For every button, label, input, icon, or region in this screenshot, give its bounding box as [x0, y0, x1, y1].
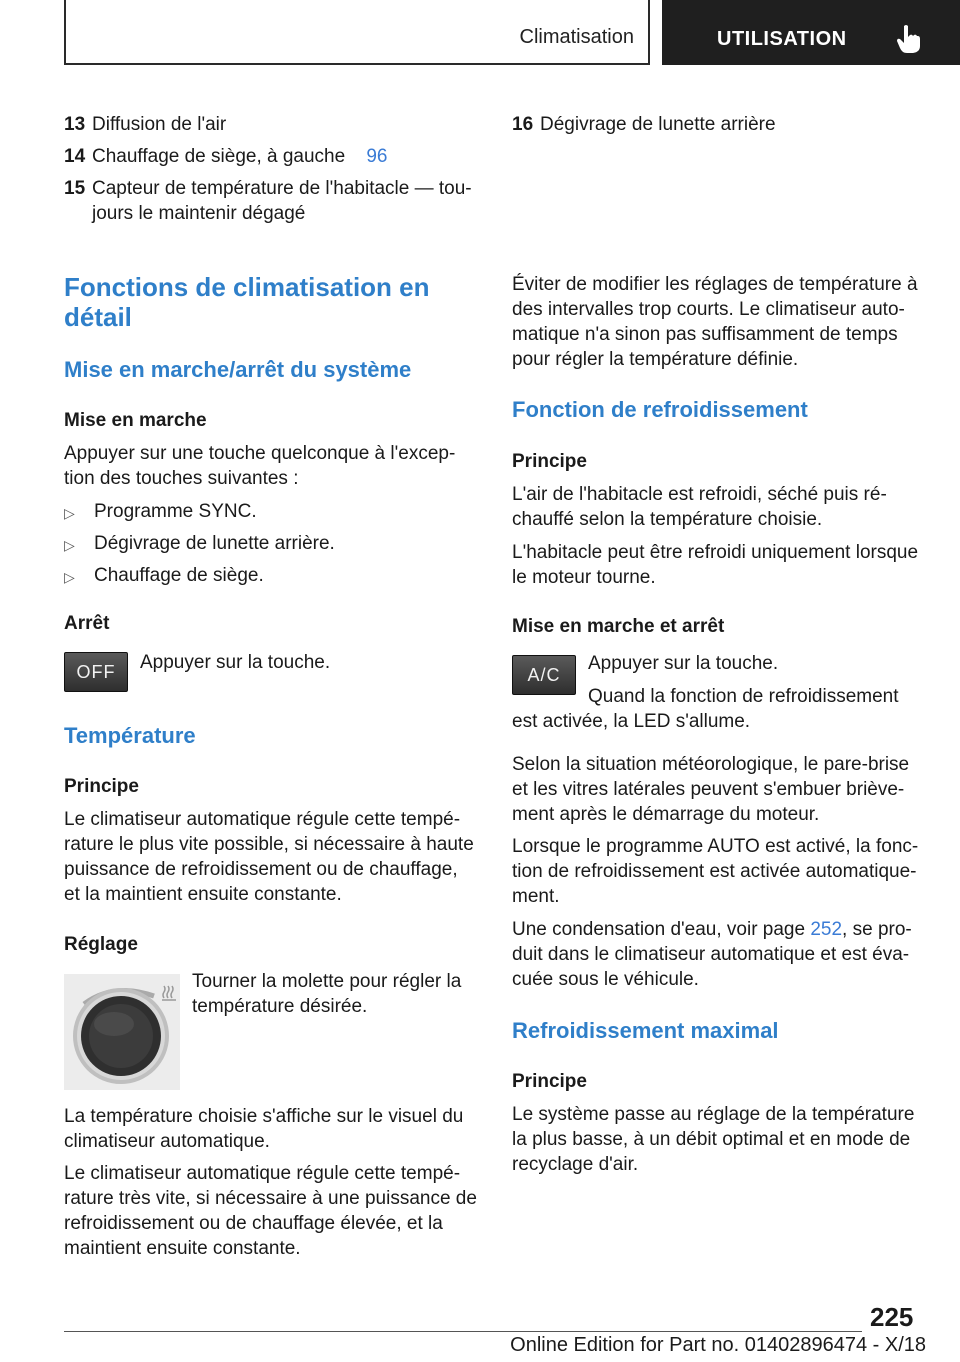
triangle-bullet-icon: ▷ — [64, 505, 75, 521]
list-item: 16 Dégivrage de lunette arrière — [512, 114, 776, 135]
footer-edition: Online Edition for Part no. 01402896474 - X/18 — [510, 1334, 926, 1356]
body-text: matique n'a sinon pas suffisamment de temps — [512, 324, 898, 345]
body-text: rature le plus vite possible, si nécessaire à haute — [64, 834, 474, 855]
body-text: est activée, la LED s'allume. — [512, 711, 751, 732]
body-text: Appuyer sur la touche. — [588, 653, 779, 674]
minor-heading: Principe — [512, 451, 587, 472]
body-text: Éviter de modifier les réglages de température à — [512, 274, 918, 295]
minor-heading: Mise en marche — [64, 410, 207, 431]
pointing-hand-icon — [895, 24, 923, 54]
body-text: puissance de refroidissement ou de chauffage, — [64, 859, 458, 880]
ac-button-image: A/C — [512, 655, 576, 695]
header-section-box — [64, 0, 650, 65]
list-item: 13 Diffusion de l'air — [64, 114, 227, 135]
subsection-heading: Refroidissement maximal — [512, 1018, 779, 1043]
body-text: climatiseur automatique. — [64, 1131, 270, 1152]
body-text: Une condensation d'eau, voir page 252, se pro- — [512, 919, 912, 940]
section-heading: Fonctions de climatisation en — [64, 272, 430, 302]
body-text: cuée sous le véhicule. — [512, 969, 699, 990]
triangle-bullet-icon: ▷ — [64, 537, 75, 553]
body-text: tion de refroidissement est activée automatique- — [512, 861, 917, 882]
body-text: et la maintient ensuite constante. — [64, 884, 342, 905]
body-text: Selon la situation météorologique, le pare-brise — [512, 754, 910, 775]
list-item: 15 Capteur de température de l'habitacle — tou- — [64, 178, 472, 199]
section-heading-cont: détail — [64, 302, 132, 332]
body-text: ment après le démarrage du moteur. — [512, 804, 820, 825]
body-text: température désirée. — [192, 996, 368, 1017]
body-text: refroidissement ou de chauffage élevée, et la — [64, 1213, 443, 1234]
body-text: L'air de l'habitacle est refroidi, séché puis ré- — [512, 484, 887, 505]
body-text: la plus basse, à un débit optimal et en mode de — [512, 1129, 911, 1150]
body-text: recyclage d'air. — [512, 1154, 639, 1175]
body-text: Le climatiseur automatique régule cette tempé- — [64, 1163, 461, 1184]
list-item-continuation: jours le maintenir dégagé — [92, 203, 306, 224]
page-ref-link[interactable]: 252 — [810, 919, 843, 940]
body-text: pour régler la température définie. — [512, 349, 799, 370]
body-text: Quand la fonction de refroidissement — [588, 686, 899, 707]
triangle-bullet-icon: ▷ — [64, 569, 75, 585]
chapter-title: UTILISATION — [717, 28, 847, 50]
page-ref-link[interactable]: 96 — [366, 146, 388, 167]
body-text: chauffé selon la température choisie. — [512, 509, 823, 530]
body-text: ment. — [512, 886, 560, 907]
minor-heading: Principe — [64, 776, 139, 797]
minor-heading: Arrêt — [64, 613, 110, 634]
minor-heading: Principe — [512, 1071, 587, 1092]
body-text: des intervalles trop courts. Le climatiseur auto- — [512, 299, 905, 320]
body-text: Appuyer sur une touche quelconque à l'excep- — [64, 443, 456, 464]
body-text: Lorsque le programme AUTO est activé, la fonc- — [512, 836, 919, 857]
temperature-knob-icon — [64, 974, 180, 1090]
body-text: duit dans le climatiseur automatique et est éva- — [512, 944, 910, 965]
body-text: Appuyer sur la touche. — [140, 652, 331, 673]
minor-heading: Réglage — [64, 934, 138, 955]
page-number: 225 — [870, 1302, 914, 1332]
body-text: Tourner la molette pour régler la — [192, 971, 462, 992]
chapter-tab[interactable] — [662, 0, 960, 65]
body-text: La température choisie s'affiche sur le visuel du — [64, 1106, 464, 1127]
list-item: 14 Chauffage de siège, à gauche 96 — [64, 146, 388, 167]
subsection-heading: Température — [64, 723, 196, 748]
body-text: maintient ensuite constante. — [64, 1238, 301, 1259]
footer-divider — [64, 1331, 862, 1332]
body-text: tion des touches suivantes : — [64, 468, 299, 489]
body-text: Le système passe au réglage de la température — [512, 1104, 915, 1125]
body-text: le moteur tourne. — [512, 567, 656, 588]
section-title: Climatisation — [519, 26, 634, 48]
subsection-heading: Mise en marche/arrêt du système — [64, 357, 412, 382]
minor-heading: Mise en marche et arrêt — [512, 616, 725, 637]
body-text: L'habitacle peut être refroidi uniquement lorsque — [512, 542, 919, 563]
body-text: Le climatiseur automatique régule cette tempé- — [64, 809, 461, 830]
off-button-image: OFF — [64, 652, 128, 692]
subsection-heading: Fonction de refroidissement — [512, 397, 808, 422]
body-text: et les vitres latérales peuvent s'embuer briève- — [512, 779, 905, 800]
body-text: rature très vite, si nécessaire à une puissance de — [64, 1188, 477, 1209]
